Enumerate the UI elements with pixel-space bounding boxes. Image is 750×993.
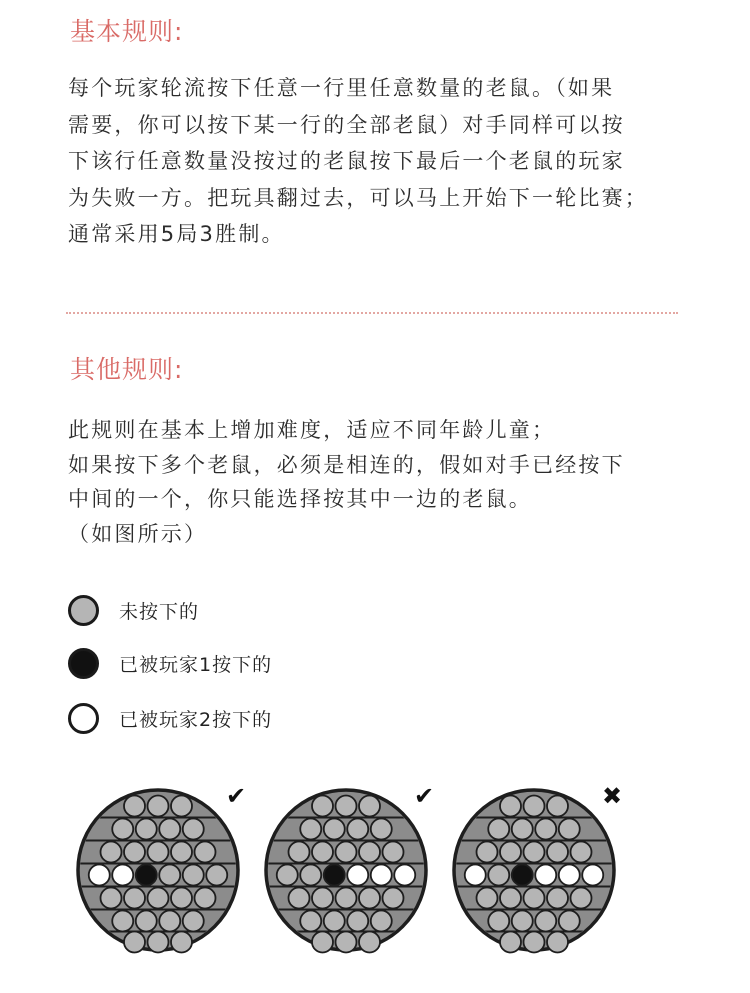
popper-unpressed [148, 796, 169, 817]
player2-circle-icon [68, 703, 99, 734]
popper-unpressed [101, 842, 122, 863]
popper-unpressed [336, 932, 357, 953]
popper-unpressed [277, 865, 298, 886]
popper-unpressed [500, 796, 521, 817]
popper-unpressed [500, 932, 521, 953]
popper-unpressed [547, 796, 568, 817]
popper-unpressed [159, 865, 180, 886]
popper-unpressed [171, 888, 192, 909]
other-rules-title: 其他规则: [70, 355, 184, 384]
example-board [454, 782, 622, 953]
other-rules-line: 如果按下多个老鼠，必须是相连的，假如对手已经按下 [68, 452, 625, 477]
popper-unpressed [571, 888, 592, 909]
popper-unpressed [359, 796, 380, 817]
popper-unpressed [512, 911, 533, 932]
popper-unpressed [124, 842, 145, 863]
popper-player2 [347, 865, 368, 886]
popper-player2 [371, 865, 392, 886]
popper-unpressed [159, 819, 180, 840]
popper-unpressed [300, 865, 321, 886]
popper-unpressed [347, 819, 368, 840]
result-mark: ✔ [414, 782, 435, 810]
popper-player2 [465, 865, 486, 886]
popper-unpressed [524, 796, 545, 817]
popper-unpressed [500, 842, 521, 863]
popper-player2 [112, 865, 133, 886]
basic-rules-line: 通常采用5局3胜制。 [68, 222, 285, 246]
basic-rules-line: 需要，你可以按下某一行的全部老鼠）对手同样可以按 [68, 112, 625, 137]
popper-unpressed [547, 932, 568, 953]
popper-unpressed [488, 819, 509, 840]
popper-unpressed [136, 819, 157, 840]
popper-unpressed [195, 888, 216, 909]
popper-unpressed [124, 796, 145, 817]
popper-unpressed [101, 888, 122, 909]
legend-label: 未按下的 [119, 600, 200, 623]
popper-unpressed [206, 865, 227, 886]
popper-unpressed [336, 842, 357, 863]
other-rules-line: （如图所示） [68, 521, 208, 546]
basic-rules-title: 基本规则: [70, 17, 184, 46]
popper-unpressed [300, 819, 321, 840]
player1-circle-icon [68, 648, 99, 679]
popper-unpressed [171, 796, 192, 817]
popper-unpressed [559, 819, 580, 840]
popper-unpressed [359, 888, 380, 909]
basic-rules-text [68, 70, 648, 253]
popper-unpressed [183, 911, 204, 932]
popper-unpressed [300, 911, 321, 932]
popper-player2 [535, 865, 556, 886]
popper-unpressed [500, 888, 521, 909]
legend-label: 已被玩家1按下的 [119, 653, 273, 676]
popper-unpressed [148, 842, 169, 863]
popper-unpressed [535, 819, 556, 840]
popper-unpressed [171, 932, 192, 953]
popper-unpressed [477, 842, 498, 863]
popper-player2 [582, 865, 603, 886]
section-divider [66, 312, 678, 314]
other-rules-text [68, 413, 625, 551]
legend-label: 已被玩家2按下的 [119, 708, 273, 731]
legend-player1 [68, 643, 272, 683]
popper-unpressed [148, 888, 169, 909]
popper-unpressed [148, 932, 169, 953]
popper-unpressed [183, 865, 204, 886]
other-rules-line: 此规则在基本上增加难度，适应不同年龄儿童； [68, 418, 556, 442]
example-boards-figure [0, 770, 750, 985]
popper-unpressed [336, 796, 357, 817]
popper-unpressed [371, 911, 392, 932]
unpressed-circle-icon [68, 595, 99, 626]
popper-unpressed [347, 911, 368, 932]
popper-unpressed [547, 888, 568, 909]
popper-unpressed [559, 911, 580, 932]
example-board [266, 782, 434, 953]
popper-unpressed [195, 842, 216, 863]
popper-unpressed [324, 911, 345, 932]
popper-unpressed [512, 819, 533, 840]
popper-unpressed [324, 819, 345, 840]
popper-unpressed [312, 842, 333, 863]
popper-unpressed [136, 911, 157, 932]
popper-unpressed [383, 888, 404, 909]
popper-unpressed [547, 842, 568, 863]
popper-player2 [559, 865, 580, 886]
popper-unpressed [289, 842, 310, 863]
other-rules-line: 中间的一个，你只能选择按其中一边的老鼠。 [68, 487, 532, 511]
popper-unpressed [112, 819, 133, 840]
popper-unpressed [488, 865, 509, 886]
popper-player1 [512, 865, 533, 886]
popper-unpressed [571, 842, 592, 863]
popper-player2 [89, 865, 110, 886]
popper-player2 [394, 865, 415, 886]
popper-unpressed [488, 911, 509, 932]
popper-unpressed [124, 888, 145, 909]
popper-unpressed [477, 888, 498, 909]
basic-rules-line: 每个玩家轮流按下任意一行里任意数量的老鼠。（如果 [68, 76, 615, 100]
popper-unpressed [336, 888, 357, 909]
basic-rules-line: 为失败一方。把玩具翻过去，可以马上开始下一轮比赛； [68, 185, 648, 210]
popper-unpressed [312, 888, 333, 909]
example-board [78, 782, 246, 953]
popper-unpressed [524, 888, 545, 909]
popper-unpressed [183, 819, 204, 840]
popper-player1 [136, 865, 157, 886]
popper-unpressed [312, 796, 333, 817]
popper-unpressed [359, 842, 380, 863]
legend-player2 [68, 698, 272, 738]
basic-rules-line: 下该行任意数量没按过的老鼠按下最后一个老鼠的玩家 [68, 149, 625, 173]
popper-unpressed [124, 932, 145, 953]
result-mark: ✖ [602, 782, 623, 810]
popper-unpressed [171, 842, 192, 863]
popper-unpressed [383, 842, 404, 863]
popper-unpressed [535, 911, 556, 932]
popper-unpressed [524, 932, 545, 953]
popper-unpressed [524, 842, 545, 863]
popper-unpressed [312, 932, 333, 953]
popper-unpressed [371, 819, 392, 840]
result-mark: ✔ [226, 782, 247, 810]
popper-unpressed [159, 911, 180, 932]
legend-unpressed [68, 590, 199, 630]
popper-unpressed [359, 932, 380, 953]
popper-unpressed [289, 888, 310, 909]
popper-unpressed [112, 911, 133, 932]
popper-player1 [324, 865, 345, 886]
